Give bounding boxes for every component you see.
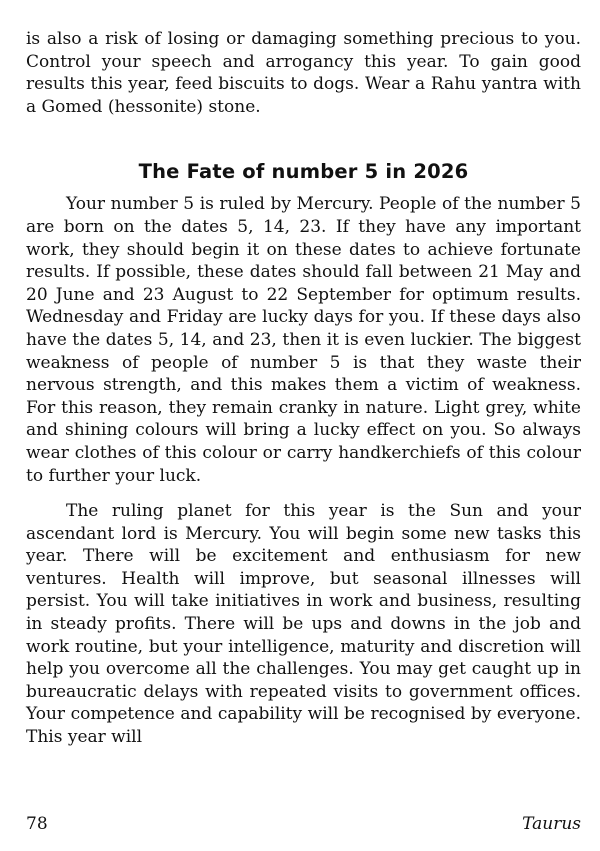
section-heading: The Fate of number 5 in 2026 bbox=[138, 160, 469, 184]
page-body bbox=[26, 28, 581, 749]
page-number: 78 bbox=[26, 814, 48, 834]
continued-text: is also a risk of losing or damaging something precious to you. Control your speech and arrogancy this year. To gain good results this year, feed biscuits to dogs. Wear a Rahu yantra with a Gomed (hessonite) stone. bbox=[26, 29, 581, 117]
paragraph: The ruling planet for this year is the Sun and your ascendant lord is Mercury. You will begin some new tasks this year. There will be excitement and enthusiasm for new ventures. Health will improve, but seasonal illnesses will persist. You will take initiatives in work and business, resulting in steady profits. There will be ups and downs in the job and work routine, but your intelligence, maturity and discretion will help you overcome all the challenges. You may get caught up in bureaucratic delays with repeated visits to government offices. Your competence and capability will be recognised by everyone. This year will bbox=[26, 501, 581, 748]
paragraph: Your number 5 is ruled by Mercury. People of the number 5 are born on the dates 5, 14, 23. If they have any important work, they should begin it on these dates to achieve fortunate results. If possible, these dates should fall between 21 May and 20 June and 23 August to 22 September for optimum results. Wednesday and Friday are lucky days for you. If these days also have the dates 5, 14, and 23, then it is even luckier. The biggest weakness of people of number 5 is that they waste their nervous strength, and this makes them a victim of weakness. For this reason, they remain cranky in nature. Light grey, white and shining colours will bring a lucky effect on you. So always wear clothes of this colour or carry handkerchiefs of this colour to further your luck. bbox=[26, 194, 581, 486]
running-footer-title: Taurus bbox=[522, 814, 581, 834]
page-footer bbox=[26, 814, 581, 834]
